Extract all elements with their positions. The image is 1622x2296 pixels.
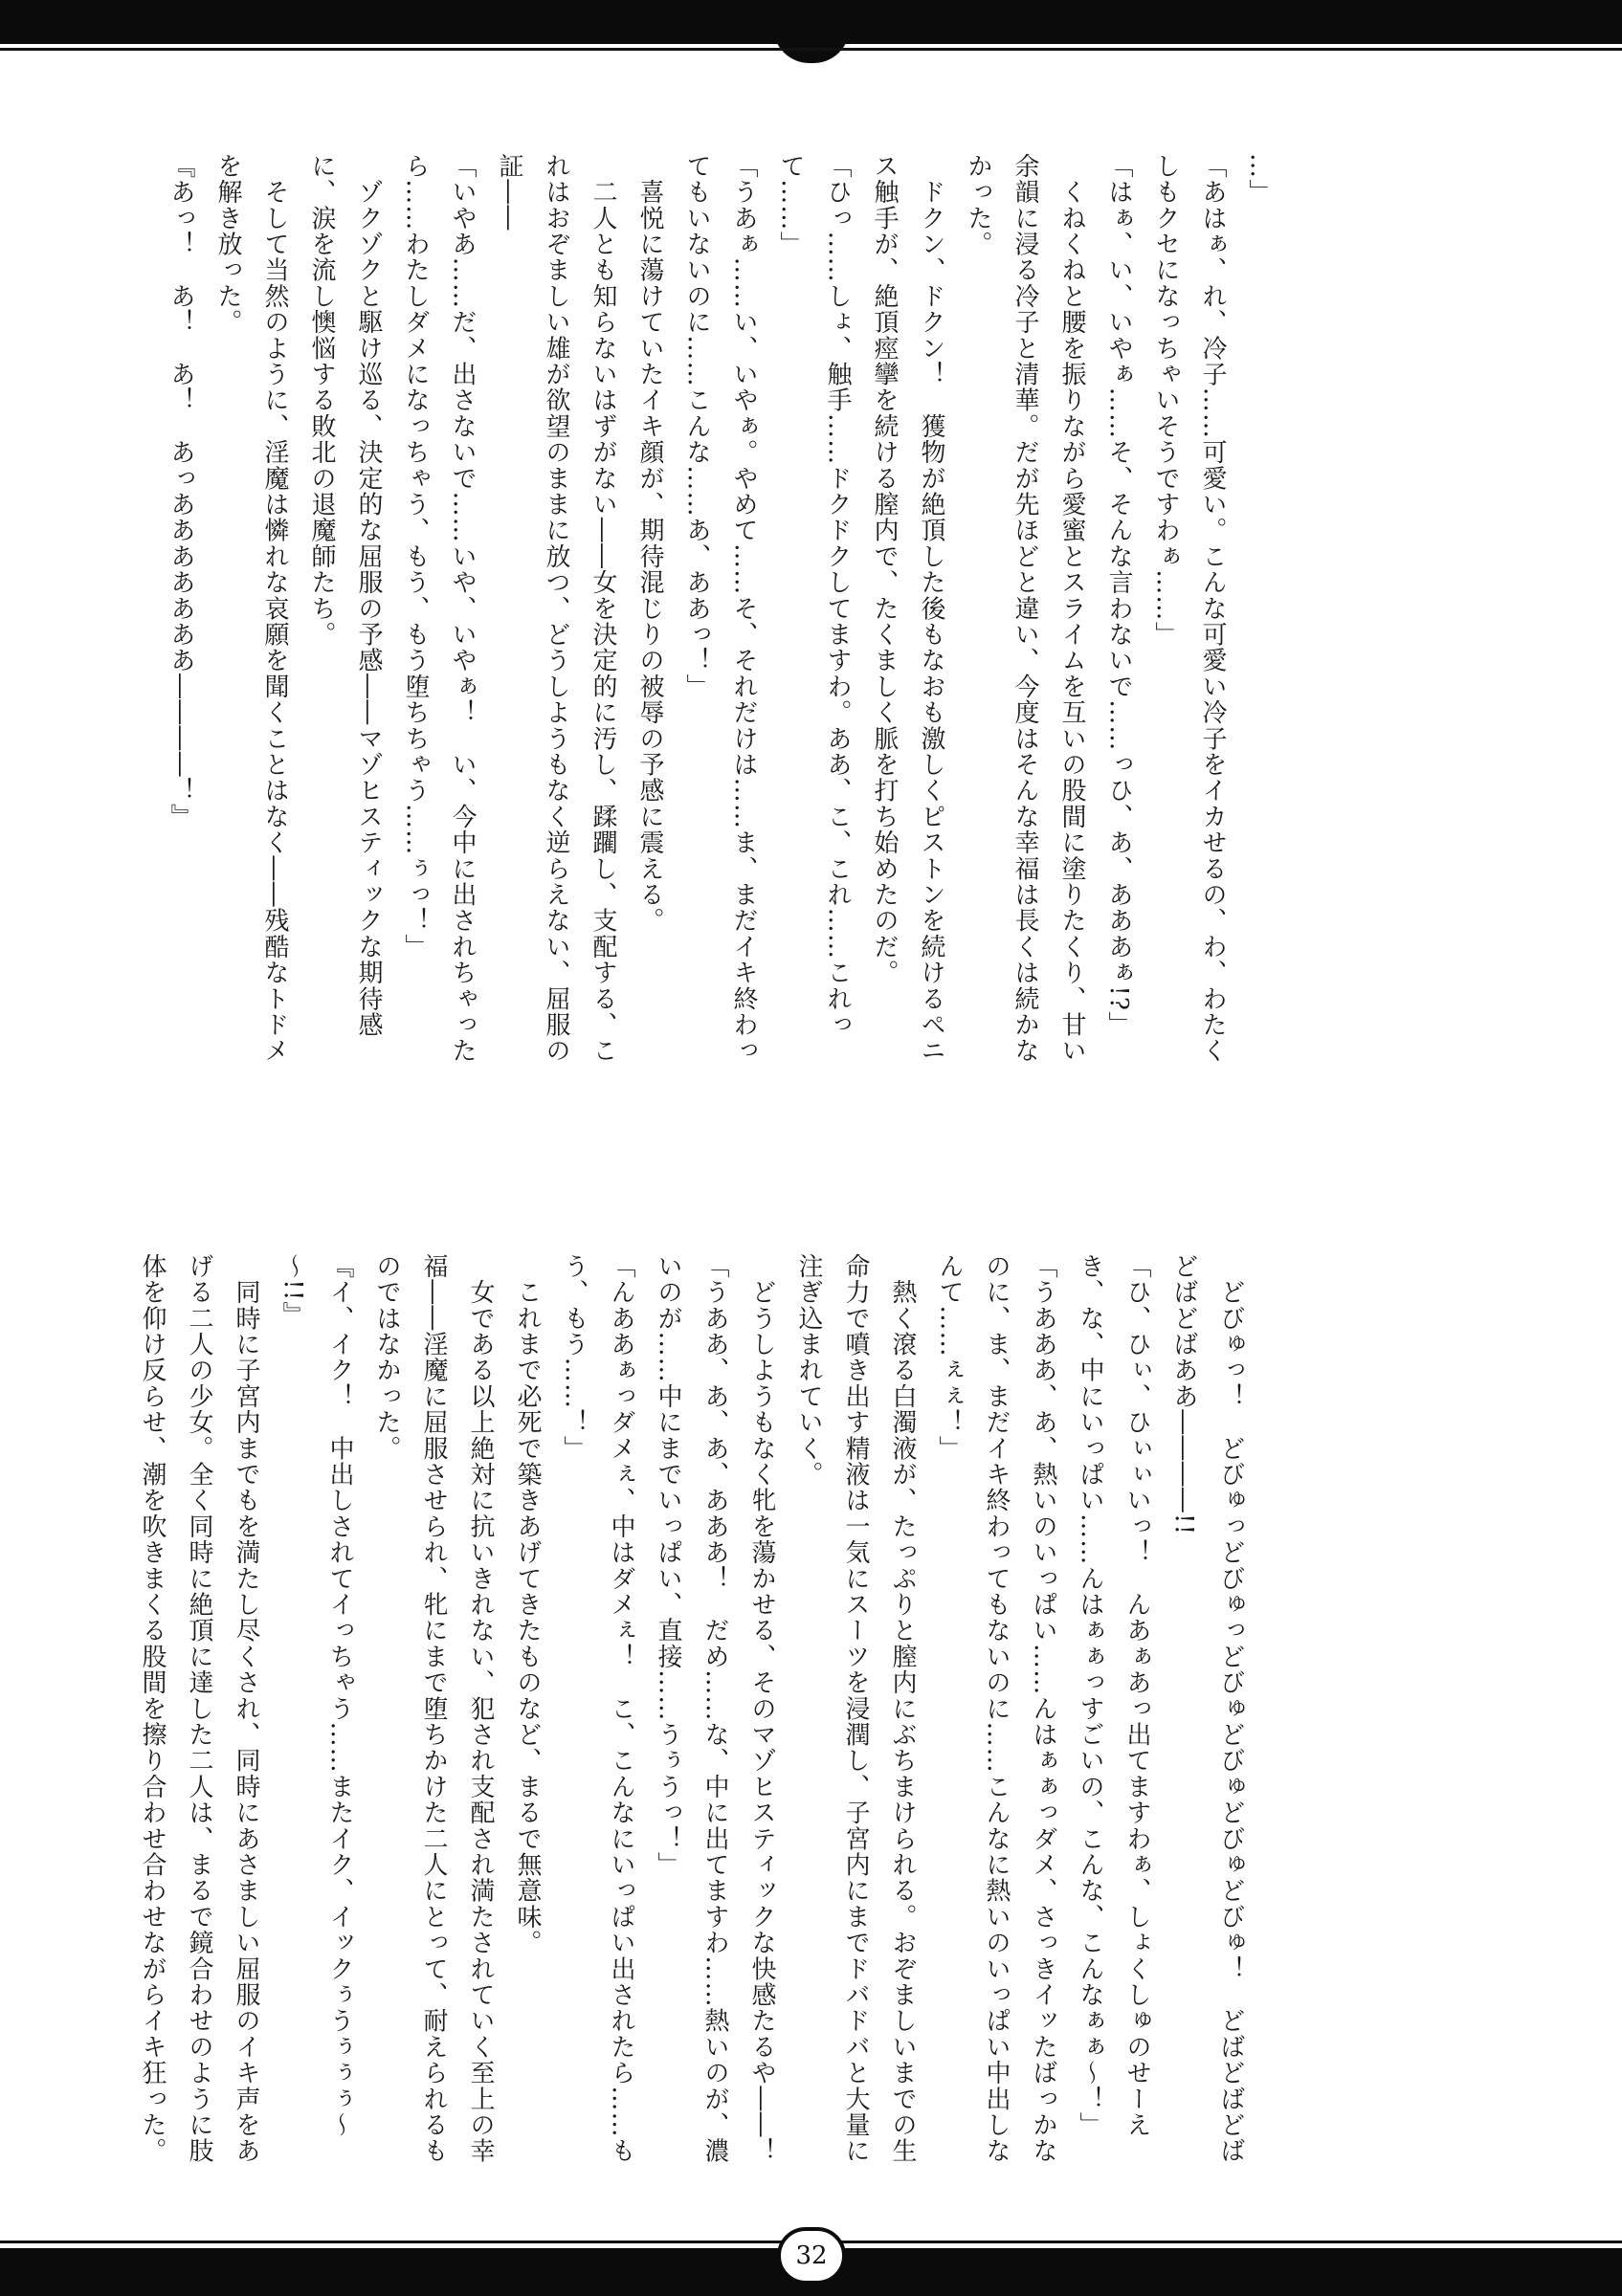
paragraph: 熱く滾る白濁液が、たっぷりと膣内にぶちまけられる。おぞましいまでの生命力で噴き出す精液は一気にスーツを浸潤し、子宮内にまでドバドバと大量に注ぎ込まれていく。 <box>794 1253 917 2164</box>
paragraph: 「ひ、ひぃ、ひぃぃいっ！ んあぁあっ出てますわぁ、しょくしゅのせーえき、な、中にいっぱい……んはぁぁっすごいの、こんな、こんなぁぁ～！」 <box>1076 1253 1151 2138</box>
paragraph: 女である以上絶対に抗いきれない、犯され支配され満たされていく至上の幸福――淫魔に屈服させられ、牝にまで堕ちかけた二人にとって、耐えられるものではなかった。 <box>372 1253 495 2164</box>
top-rule-line <box>0 48 1622 51</box>
paragraph: 「うああ、あ、あ、あああ！ だめ……な、中に出てますわ……熱いのが、濃いのが……中にまでいっぱい、直接……うぅうっ！」 <box>654 1253 729 2164</box>
paragraph: ゾクゾクと駆け巡る、決定的な屈服の予感――マゾヒスティックな期待感に、涙を流し懊悩する敗北の退魔師たち。 <box>307 153 383 1038</box>
paragraph: 「あはぁ、れ、冷子……可愛い。こんな可愛い冷子をイカせるの、わ、わたくしもクセになっちゃいそうですわぁ……」 <box>1151 153 1227 1064</box>
paragraph: くねくねと腰を振りながら愛蜜とスライムを互いの股間に塗りたくり、甘い余韻に浸る冷子と清華。だが先ほどと違い、今度はそんな幸福は長くは続かなかった。 <box>964 153 1086 1064</box>
paragraph: 喜悦に蕩けていたイキ顔が、期待混じりの被辱の予感に震える。 <box>635 153 664 934</box>
paragraph: 『イ、イク！ 中出しされてイっちゃう……またイク、イックぅうぅぅぅ～～!!』 <box>278 1253 354 2138</box>
upper-text-column <box>167 153 1282 1081</box>
paragraph: 『あっ！ あ！ あ！ あっあああああああ――――！』 <box>167 153 195 830</box>
paragraph: 二人とも知らないはずがない――女を決定的に汚し、蹂躙し、支配する、これはおぞましい雄が欲望のままに放つ、どうしようもなく逆らえない、屈服の証―― <box>495 153 617 1065</box>
paragraph: 「いやあ……だ、出さないで……いや、いやぁ！ い、今中に出されちゃったら……わたしダメになっちゃう、もう、もう堕ちちゃう……ぅっ！」 <box>401 153 477 1064</box>
paragraph: 「うあぁ……い、いやぁ。やめて……そ、それだけは……ま、まだイキ終わってもいないのに……こんな……あ、ああっ！」 <box>682 153 758 1064</box>
paragraph: そして当然のように、淫魔は憐れな哀願を聞くことはなく――残酷なトドメを解き放った。 <box>213 153 289 1064</box>
paragraph: …」 <box>1245 153 1274 206</box>
paragraph: どびゅっ！ どびゅっどびゅっどびゅどびゅどびゅどびゅ！ どばどばどばどばどばああ――――!! <box>1169 1253 1245 2164</box>
paragraph: 「んああぁっダメぇ、中はダメぇ！ こ、こんなにいっぱい出されたら……もう、もう……！」 <box>560 1253 635 2164</box>
paragraph: 「はぁ、い、いやぁ……そ、そんな言わないで……っひ、あ、あああぁ!?」 <box>1104 153 1133 1038</box>
top-border-tab <box>773 27 850 63</box>
paragraph: これまで必死で築きあげてきたものなど、まるで無意味。 <box>513 1253 542 1956</box>
paragraph: 「ひっ……しょ、触手……ドクドクしてますわ。ああ、こ、これ……これって……」 <box>776 153 852 1038</box>
paragraph: どうしようもなく牝を蕩かせる、そのマゾヒスティックな快感たるや――！ <box>747 1253 776 2164</box>
page-number: 32 <box>777 2227 846 2285</box>
paragraph: 同時に子宮内までもを満たし尽くされ、同時にあさましい屈服のイキ声をあげる二人の少女。全く同時に絶頂に達した二人は、まるで鏡合わせのように肢体を仰け反らせ、潮を吹きまくる股間を擦り合わせ合わせながらイキ狂った。 <box>138 1253 260 2164</box>
paragraph: 「うあああ、あ、熱いのいっぱい……んはぁぁっダメ、さっきイッたばっかなのに、ま、まだイキ終わってもないのに……こんなに熱いのいっぱい中出しなんて……ぇぇ！」 <box>935 1253 1057 2164</box>
lower-text-column <box>138 1253 1254 2181</box>
paragraph: ドクン、ドクン！ 獲物が絶頂した後もなおも激しくピストンを続けるペニス触手が、絶頂痙攣を続ける膣内で、たくましく脈を打ち始めたのだ。 <box>870 153 945 1064</box>
